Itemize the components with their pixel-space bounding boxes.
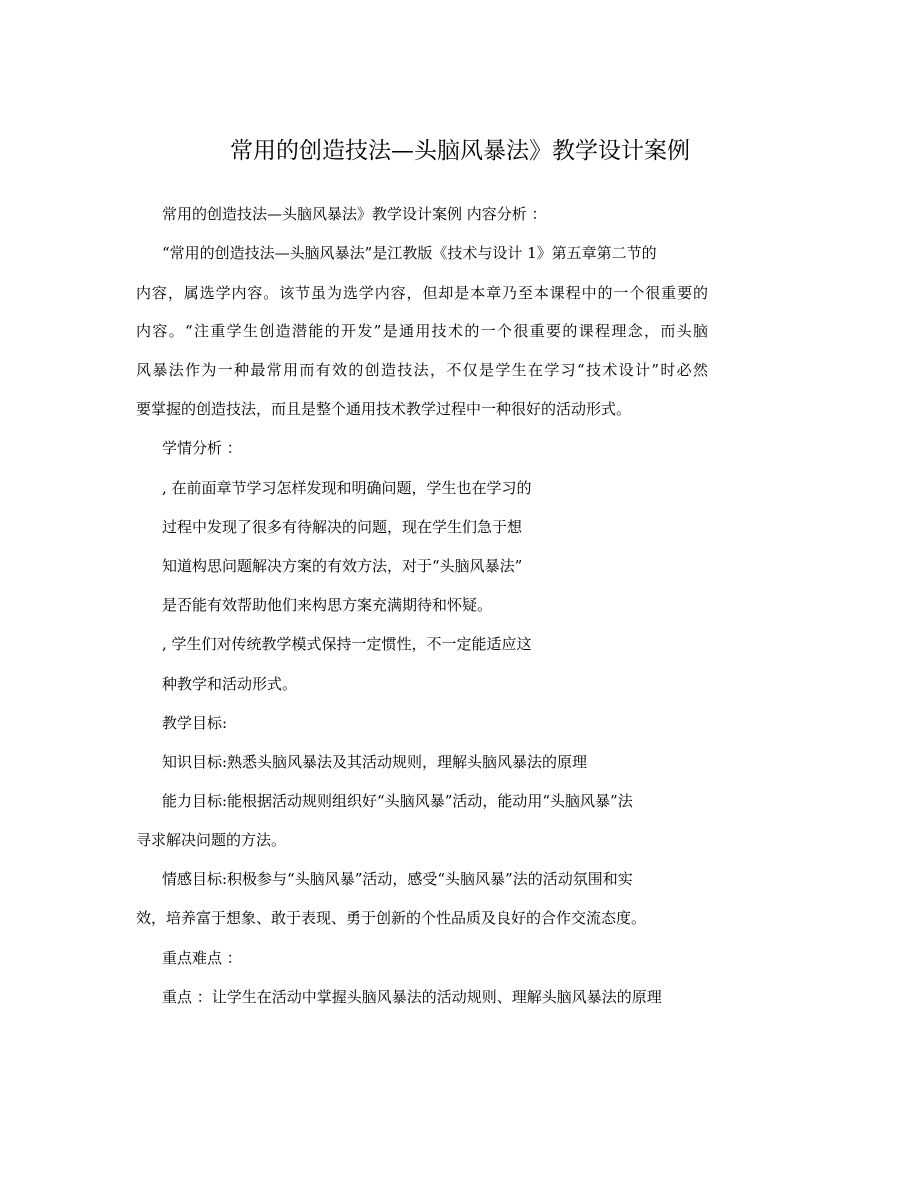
text-line: , 学生们对传统教学模式保持一定惯性，不一定能适应这 <box>162 635 532 653</box>
text-line: 寻求解决问题的方法。 <box>136 831 287 849</box>
text-line: 知识目标:熟悉头脑风暴法及其活动规则，理解头脑风暴法的原理 <box>162 753 588 771</box>
document-title: 常用的创造技法—头脑风暴法》教学设计案例 <box>230 138 690 164</box>
text-line: , 在前面章节学习怎样发现和明确问题，学生也在学习的 <box>162 479 532 497</box>
text-line: 能力目标:能根据活动规则组织好“头脑风暴”活动，能动用“头脑风暴”法 <box>162 792 633 810</box>
text-line: 常用的创造技法—头脑风暴法》教学设计案例 内容分析 ： <box>162 205 547 223</box>
text-line: 内容，属选学内容。该节虽为选学内容，但却是本章乃至本课程中的一个很重要的 <box>136 284 708 302</box>
section-heading: 重点难点 ： <box>162 949 242 967</box>
text-line: 过程中发现了很多有待解决的问题，现在学生们急于想 <box>162 518 523 536</box>
text-line: 情感目标:积极参与“头脑风暴”活动，感受“头脑风暴”法的活动氛围和实 <box>162 870 633 888</box>
text-line: 重点 ：让学生在活动中掌握头脑风暴法的活动规则、理解头脑风暴法的原理 <box>162 988 662 1006</box>
text-line: 知道构思问题解决方案的有效方法，对于“头脑风暴法” <box>162 557 523 575</box>
text-line: 内容。“注重学生创造潜能的开发”是通用技术的一个很重要的课程理念，而头脑 <box>136 322 708 340</box>
section-heading: 学情分析 ： <box>162 439 242 457</box>
text-line: 效，培养富于想象、敢于表现、勇于创新的个性品质及良好的合作交流态度。 <box>136 909 647 927</box>
text-line: 风暴法作为一种最常用而有效的创造技法，不仅是学生在学习“技术设计”时必然 <box>136 361 708 379</box>
text-line: “常用的创造技法—头脑风暴法”是江教版《技术与设计 1》第五章第二节的 <box>162 244 657 262</box>
text-line: 要掌握的创造技法，而且是整个通用技术教学过程中一种很好的活动形式。 <box>136 400 632 418</box>
section-heading: 教学目标: <box>162 714 228 732</box>
text-line: 种教学和活动形式。 <box>162 675 298 693</box>
text-line: 是否能有效帮助他们来构思方案充满期待和怀疑。 <box>162 596 493 614</box>
